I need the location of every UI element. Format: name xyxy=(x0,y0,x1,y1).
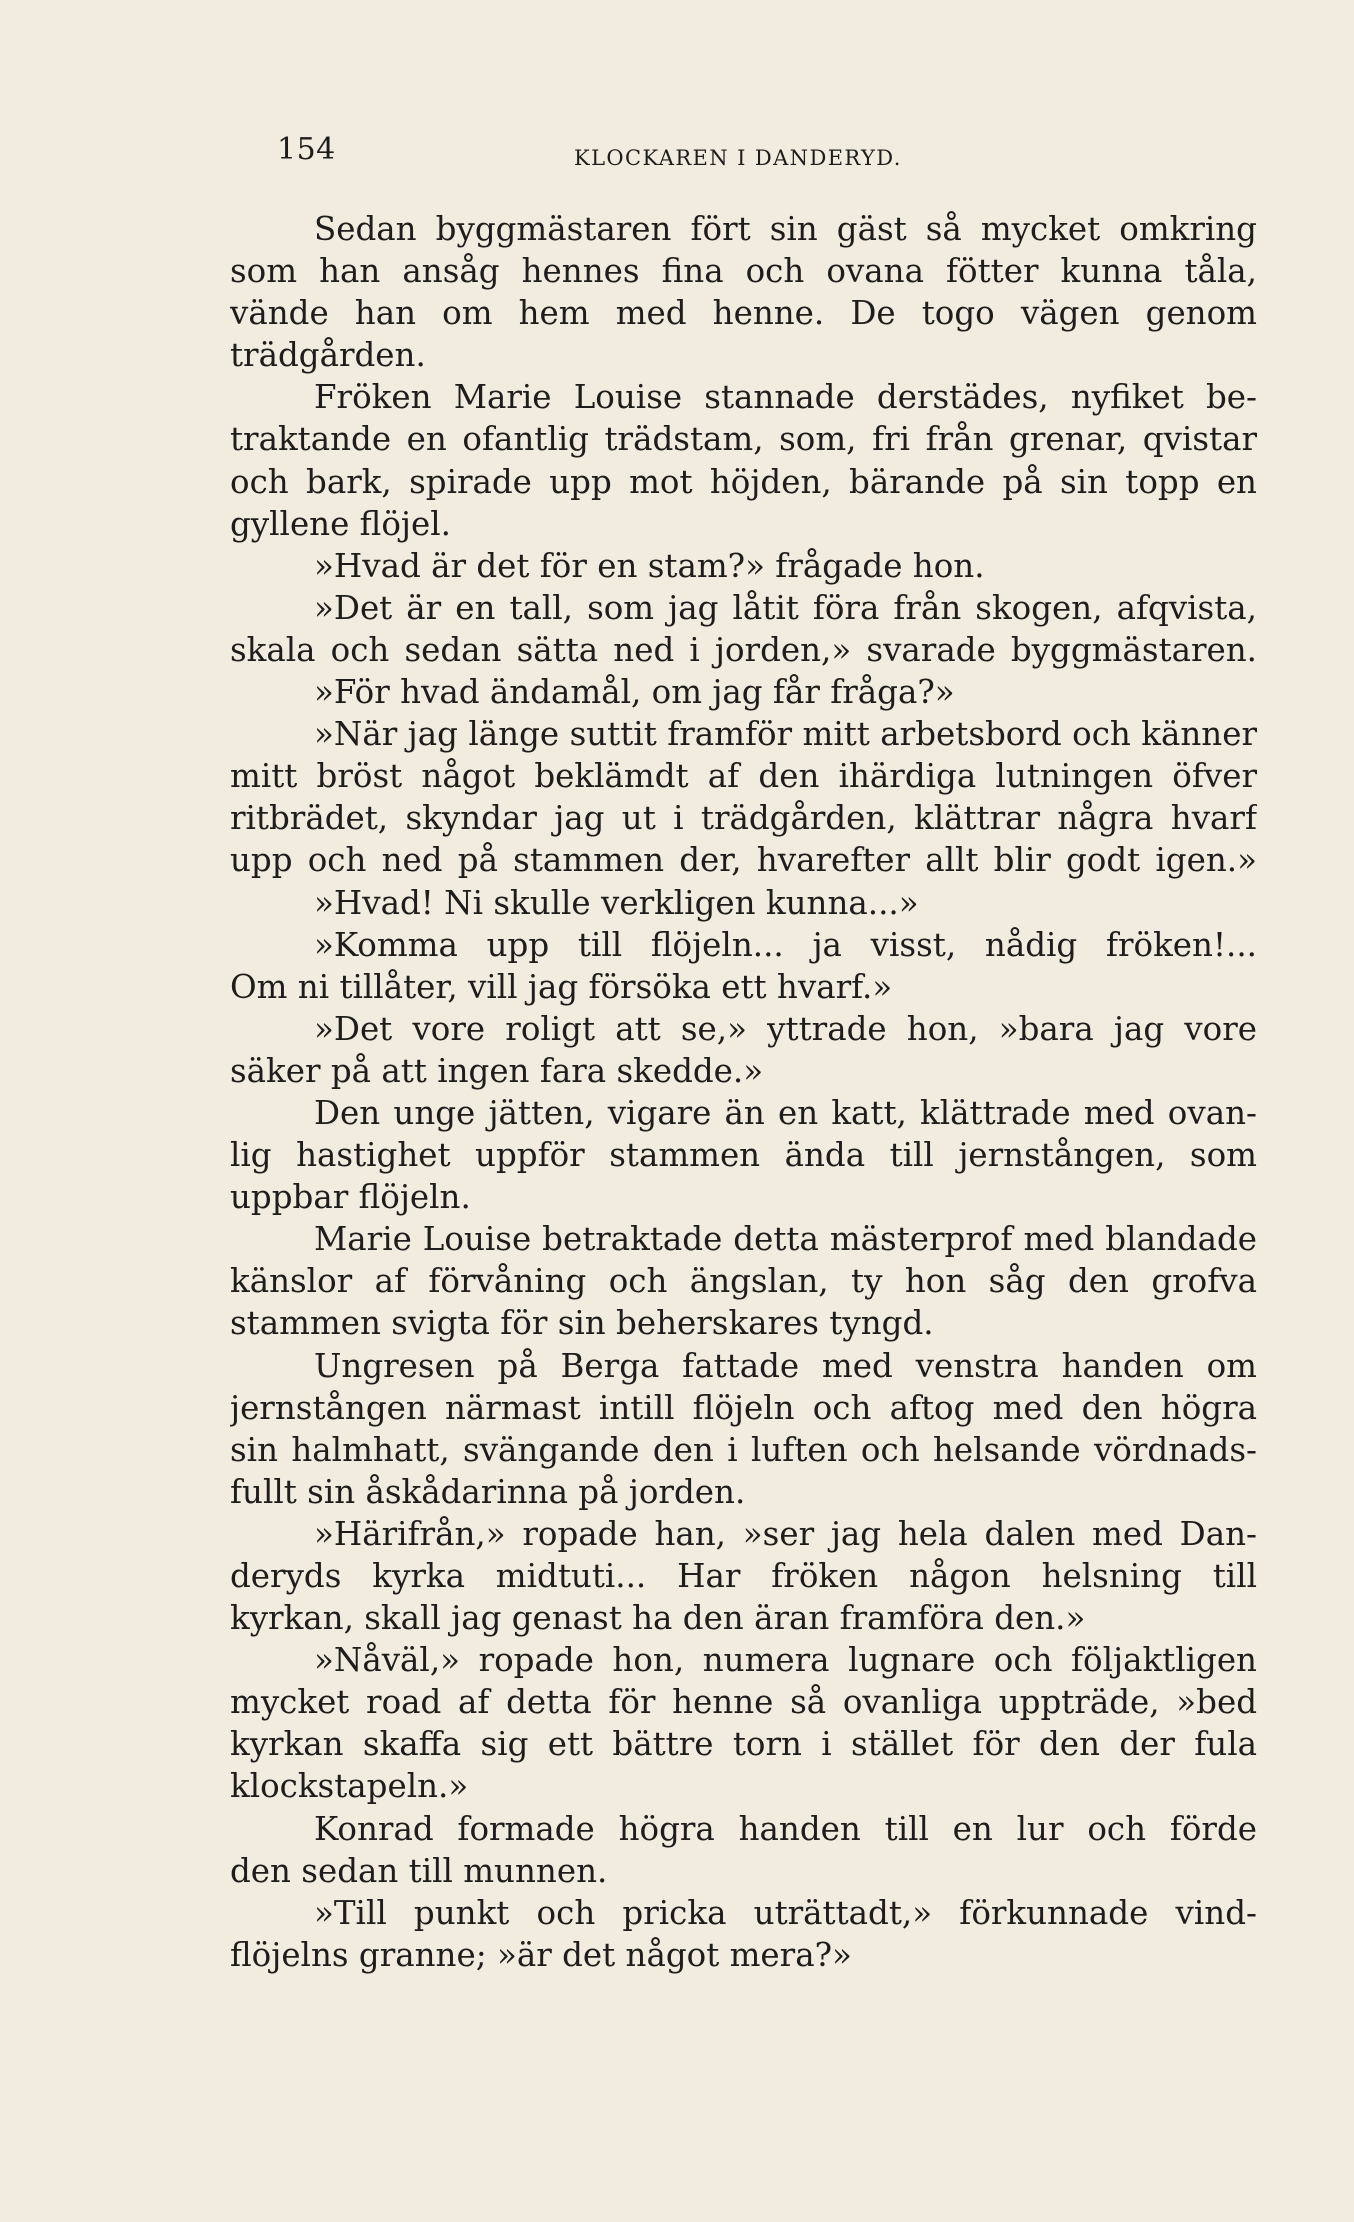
body-text xyxy=(230,208,1257,1976)
text-line: känslor af förvåning och ängslan, ty hon såg den grofva xyxy=(230,1262,1257,1301)
page-number: 154 xyxy=(277,132,336,167)
text-line: »Till punkt och pricka uträttadt,» förkunnade vind- xyxy=(314,1893,1257,1932)
text-line: »Hvad! Ni skulle verkligen kunna...» xyxy=(314,883,919,922)
text-line: »Det vore roligt att se,» yttrade hon, »bara jag vore xyxy=(314,1009,1257,1048)
text-line: Ungresen på Berga fattade med venstra handen om xyxy=(314,1346,1257,1385)
text-line: klockstapeln.» xyxy=(230,1767,469,1806)
text-line: vände han om hem med henne. De togo vägen genom xyxy=(230,294,1257,333)
text-line: deryds kyrka midtuti... Har fröken någon helsning till xyxy=(230,1557,1257,1595)
text-line: som han ansåg hennes fina och ovana fötter kunna tåla, xyxy=(230,252,1257,291)
text-line: stammen svigta för sin beherskares tyngd. xyxy=(230,1304,934,1343)
text-line: »Det är en tall, som jag låtit föra från skogen, afqvista, xyxy=(314,588,1257,627)
text-line: kyrkan skaffa sig ett bättre torn i stället för den der fula xyxy=(230,1725,1257,1764)
text-line: »För hvad ändamål, om jag får fråga?» xyxy=(314,673,955,712)
text-line: trädgården. xyxy=(230,336,426,375)
text-line: jernstången närmast intill flöjeln och aftog med den högra xyxy=(230,1388,1257,1427)
text-line: »Hvad är det för en stam?» frågade hon. xyxy=(314,546,985,585)
running-head: KLOCKAREN I DANDERYD. xyxy=(574,146,902,170)
text-line: uppbar flöjeln. xyxy=(230,1178,471,1217)
text-line: Fröken Marie Louise stannade derstädes, nyfiket be- xyxy=(314,378,1257,417)
text-line: Den unge jätten, vigare än en katt, klättrade med ovan- xyxy=(314,1093,1257,1132)
text-line: sin halmhatt, svängande den i luften och helsande vördnads- xyxy=(230,1430,1257,1469)
text-line: traktande en ofantlig trädstam, som, fri från grenar, qvistar xyxy=(230,420,1257,459)
text-line: upp och ned på stammen der, hvarefter allt blir godt igen.» xyxy=(230,841,1257,880)
text-line: gyllene flöjel. xyxy=(230,504,451,543)
text-line: kyrkan, skall jag genast ha den äran framföra den.» xyxy=(230,1599,1086,1638)
text-line: Sedan byggmästaren fört sin gäst så mycket omkring xyxy=(314,210,1257,248)
text-line: flöjelns granne; »är det något mera?» xyxy=(230,1935,852,1974)
text-line: skala och sedan sätta ned i jorden,» svarade byggmästaren. xyxy=(230,630,1257,669)
text-line: den sedan till munnen. xyxy=(230,1851,608,1890)
text-line: fullt sin åskådarinna på jorden. xyxy=(230,1472,746,1511)
text-line: »Härifrån,» ropade han, »ser jag hela dalen med Dan- xyxy=(314,1514,1257,1553)
text-line: ritbrädet, skyndar jag ut i trädgården, klättrar några hvarf xyxy=(230,799,1257,838)
text-line: mitt bröst något beklämdt af den ihärdiga lutningen öfver xyxy=(230,757,1257,796)
text-line: och bark, spirade upp mot höjden, bärande på sin topp en xyxy=(230,462,1257,501)
text-line: Marie Louise betraktade detta mästerprof med blandade xyxy=(314,1220,1257,1259)
text-line: Konrad formade högra handen till en lur och förde xyxy=(314,1809,1257,1848)
text-line: »Nåväl,» ropade hon, numera lugnare och följaktligen xyxy=(314,1641,1257,1680)
text-line: »Komma upp till flöjeln... ja visst, nådig fröken!... xyxy=(314,925,1257,964)
text-line: »När jag länge suttit framför mitt arbetsbord och känner xyxy=(314,715,1257,754)
text-line: lig hastighet uppför stammen ända till jernstången, som xyxy=(230,1136,1257,1175)
text-line: Om ni tillåter, vill jag försöka ett hvarf.» xyxy=(230,967,893,1006)
text-line: säker på att ingen fara skedde.» xyxy=(230,1051,764,1090)
text-line: mycket road af detta för henne så ovanliga uppträde, »bed xyxy=(230,1683,1257,1722)
